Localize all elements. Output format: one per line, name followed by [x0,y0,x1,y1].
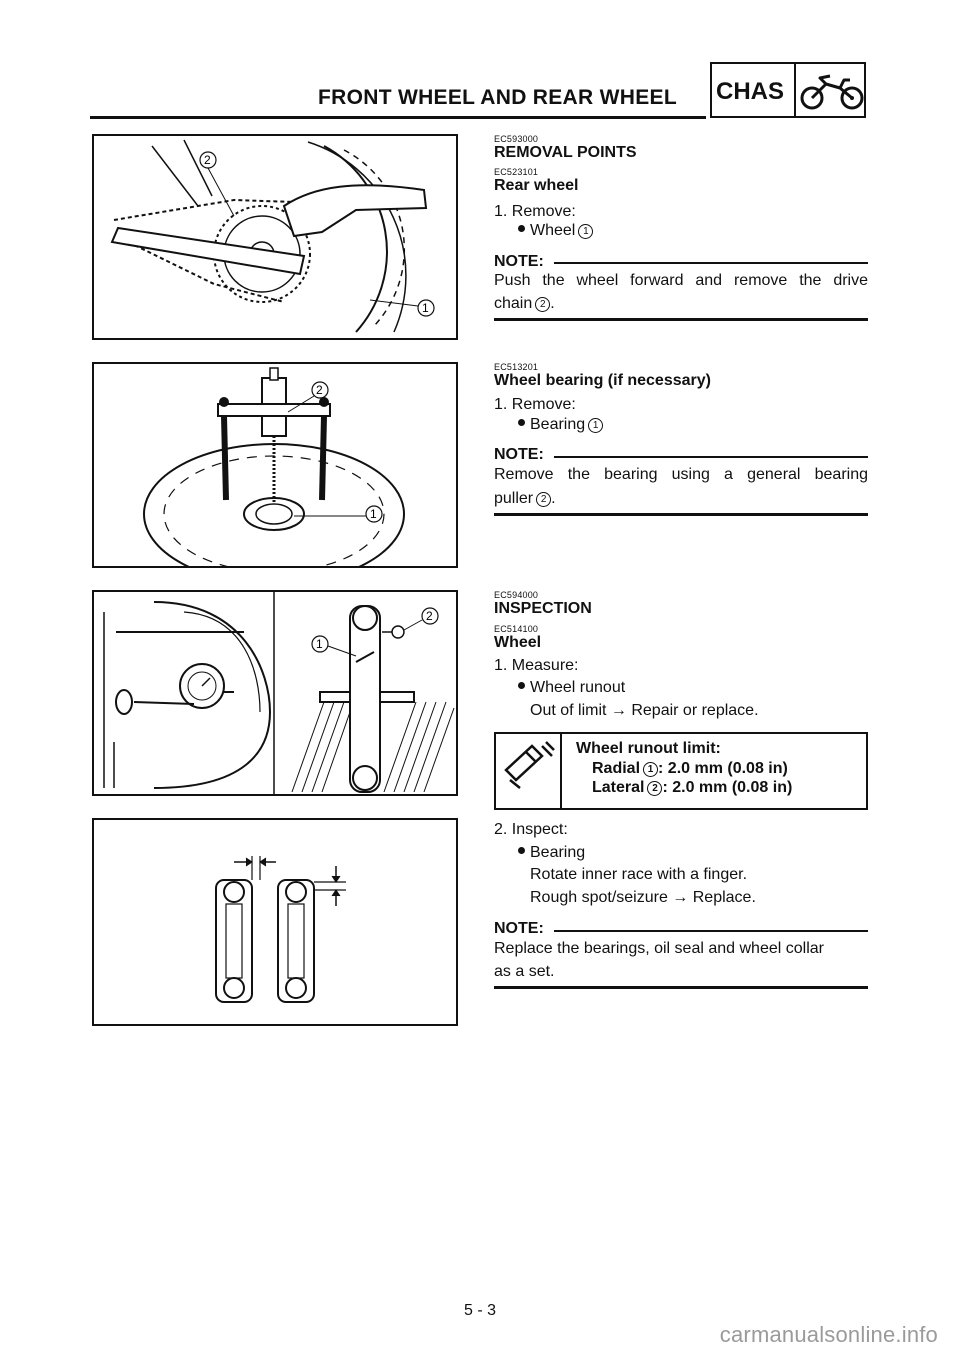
heading-wheel-bearing: Wheel bearing (if necessary) [494,372,711,389]
heading-inspection: INSPECTION [494,600,592,617]
watermark: carmanualsonline.info [719,1322,938,1347]
motorcycle-icon [800,72,864,112]
spec-box [494,732,868,810]
code-wheel: EC514100 [494,624,539,634]
spec-title: Wheel runout limit: [576,740,721,757]
bullet-icon [518,419,525,426]
figure-bearing-puller [92,362,458,568]
figure-bearing-inspection [92,818,458,1026]
fig2-callout-1: 1 [370,507,377,521]
code-removal: EC593000 [494,134,539,144]
rear-item: Wheel 1 [518,222,593,240]
code-wheel-bearing: EC513201 [494,362,539,372]
inspect-result-a: Rotate inner race with a finger. [530,866,748,883]
note-bearing-line2: puller 2 . [494,490,556,507]
ref-marker: 2 [535,297,550,312]
fig1-callout-1: 1 [422,301,429,315]
bullet-icon [518,682,525,689]
measure-result: Out of limit → Repair or replace. [530,702,759,719]
bullet-icon [518,847,525,854]
page-title: FRONT WHEEL AND REAR WHEEL [318,86,677,109]
ref-marker: 1 [643,762,658,777]
figure-rear-wheel-removal [92,134,458,340]
figure-wheel-runout [92,590,458,796]
measure-step: 1. Measure: [494,657,579,674]
fig2-callout-2: 2 [316,383,323,397]
note-rear-line2: chain 2 . [494,295,555,312]
note-label-rear: NOTE: [494,253,544,270]
ref-marker: 1 [588,418,603,433]
note-bearing-line1: Remove the bearing using a general bearing [494,466,868,483]
inspect-step: 2. Inspect: [494,821,568,838]
heading-wheel: Wheel [494,634,542,651]
header-rule [90,116,706,119]
fig3-callout-1: 1 [316,637,323,651]
ref-marker: 1 [578,224,593,239]
note-label-wheel: NOTE: [494,920,544,937]
ref-marker: 2 [647,781,662,796]
measure-item: Wheel runout [518,679,625,697]
spec-lateral: Lateral 2 : 2.0 mm (0.08 in) [592,779,793,796]
page-number: 5 - 3 [463,1302,496,1319]
inspect-result-b: Rough spot/seizure → Replace. [530,889,756,906]
section-tab [710,62,866,118]
note-wheel-line2: as a set. [494,963,555,980]
rear-step: 1. Remove: [494,203,576,220]
bullet-icon [518,225,525,232]
section-label: CHAS [716,78,785,105]
bearing-item: Bearing 1 [518,416,603,434]
inspect-item: Bearing [518,844,585,862]
spec-radial: Radial 1 : 2.0 mm (0.08 in) [592,760,788,777]
caliper-icon [502,740,556,790]
heading-removal-points: REMOVAL POINTS [494,144,637,161]
heading-rear-wheel: Rear wheel [494,177,579,194]
note-label-bearing: NOTE: [494,446,544,463]
note-wheel-line1: Replace the bearings, oil seal and wheel collar [494,940,824,957]
bearing-step: 1. Remove: [494,396,576,413]
code-rear-wheel: EC523101 [494,167,539,177]
fig3-callout-2: 2 [426,609,433,623]
fig1-callout-2: 2 [204,153,211,167]
note-rear-line1: Push the wheel forward and remove the drive [494,272,868,289]
code-inspection: EC594000 [494,590,539,600]
ref-marker: 2 [536,492,551,507]
